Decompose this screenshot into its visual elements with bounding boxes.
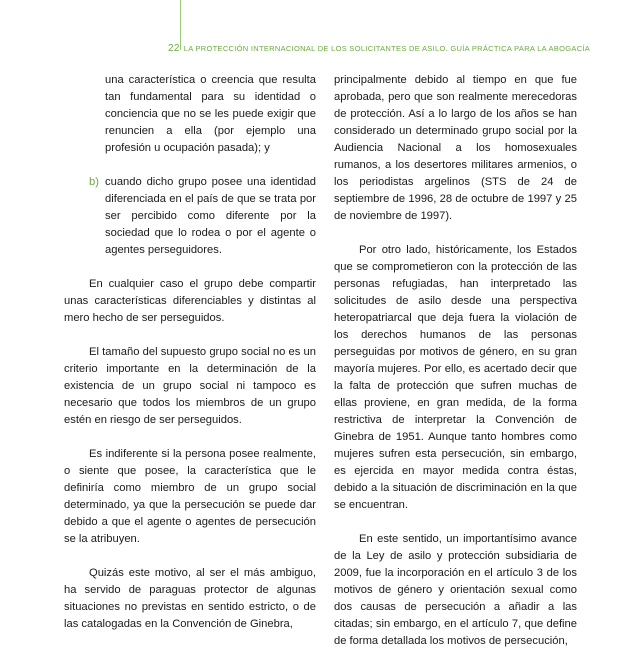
header-title: LA PROTECCIÓN INTERNACIONAL DE LOS SOLICITANTES DE ASILO. GUÍA PRÁCTICA PARA LA ABOGACÍA — [183, 44, 591, 53]
paragraph: principalmente debido al tiempo en que fue aprobada, pero que son realmente merecedoras de protección. Así a lo largo de los años se han considerado un determinado grupo social por la Audiencia Nacional a los homosexuales rumanos, a los desertores militares armenios, o los periodistas argelinos (STS de 24 de septiembre de 1996, 28 de octubre de 1997 y 25 de noviembre de 1997). — [334, 74, 577, 222]
paragraph: El tamaño del supuesto grupo social no es un criterio importante en la determinación de la existencia de un grupo social ni tampoco es necesario que todos los miembros de un grupo estén en riesgo de ser perseguidos. — [64, 346, 316, 426]
list-item-b — [64, 174, 316, 259]
paragraph: Por otro lado, históricamente, los Estados que se comprometieron con la protección de las personas refugiadas, han interpretado las solicitudes de asilo desde una perspectiva heteropatriarcal que deja fuera la violación de los derechos humanos de las personas perseguidas por motivos de género, en su gran mayoría mujeres. Por ello, es acertado decir que la falta de protección que sufren muchas de ellas proviene, en gran medida, de la forma restrictiva de interpretar la Convención de Ginebra de 1951. Aunque tanto hombres como mujeres sufren esta persecución, sin embargo, es ejercida en mayor medida contra éstas, debido a la situación de discriminación en la que se encuentran. — [334, 244, 577, 511]
right-column — [334, 72, 577, 650]
left-column — [64, 72, 316, 633]
paragraph: Quizás este motivo, al ser el más ambiguo, ha servido de paraguas protector de algunas situaciones no previstas en sentido estricto, o de las catalogadas en la Convención de Ginebra, — [64, 567, 316, 630]
paragraph: Es indiferente si la persona posee realmente, o siente que posee, la característica que le definiría como miembro de un grupo social determinado, ya que la persecución se puede dar debido a que el agente o agentes de persecución se la atribuyen. — [64, 448, 316, 545]
page-number: 22 — [168, 43, 180, 54]
running-header — [168, 43, 628, 54]
list-item-text: cuando dicho grupo posee una identidad diferenciada en el país de que se trata por ser percibido como diferente por la sociedad que lo rodea o por el agente o agentes perseguidores. — [105, 176, 316, 256]
list-item-continuation: una característica o creencia que resulta tan fundamental para su identidad o conciencia que no se les puede exigir que renuncien a ella (por ejemplo una profesión u ocupación pasada); y — [105, 74, 316, 154]
paragraph: En este sentido, un importantísimo avance de la Ley de asilo y protección subsidiaria de 2009, fue la incorporación en el artículo 3 de los motivos de género y orientación sexual como dos causas de persecución a añadir a las citadas; sin embargo, en el artículo 7, que define de forma detallada los motivos de persecución, — [334, 533, 577, 647]
paragraph: En cualquier caso el grupo debe compartir unas características diferenciables y distintas al mero hecho de ser perseguidos. — [64, 278, 316, 324]
list-item-letter: b) — [89, 176, 99, 188]
